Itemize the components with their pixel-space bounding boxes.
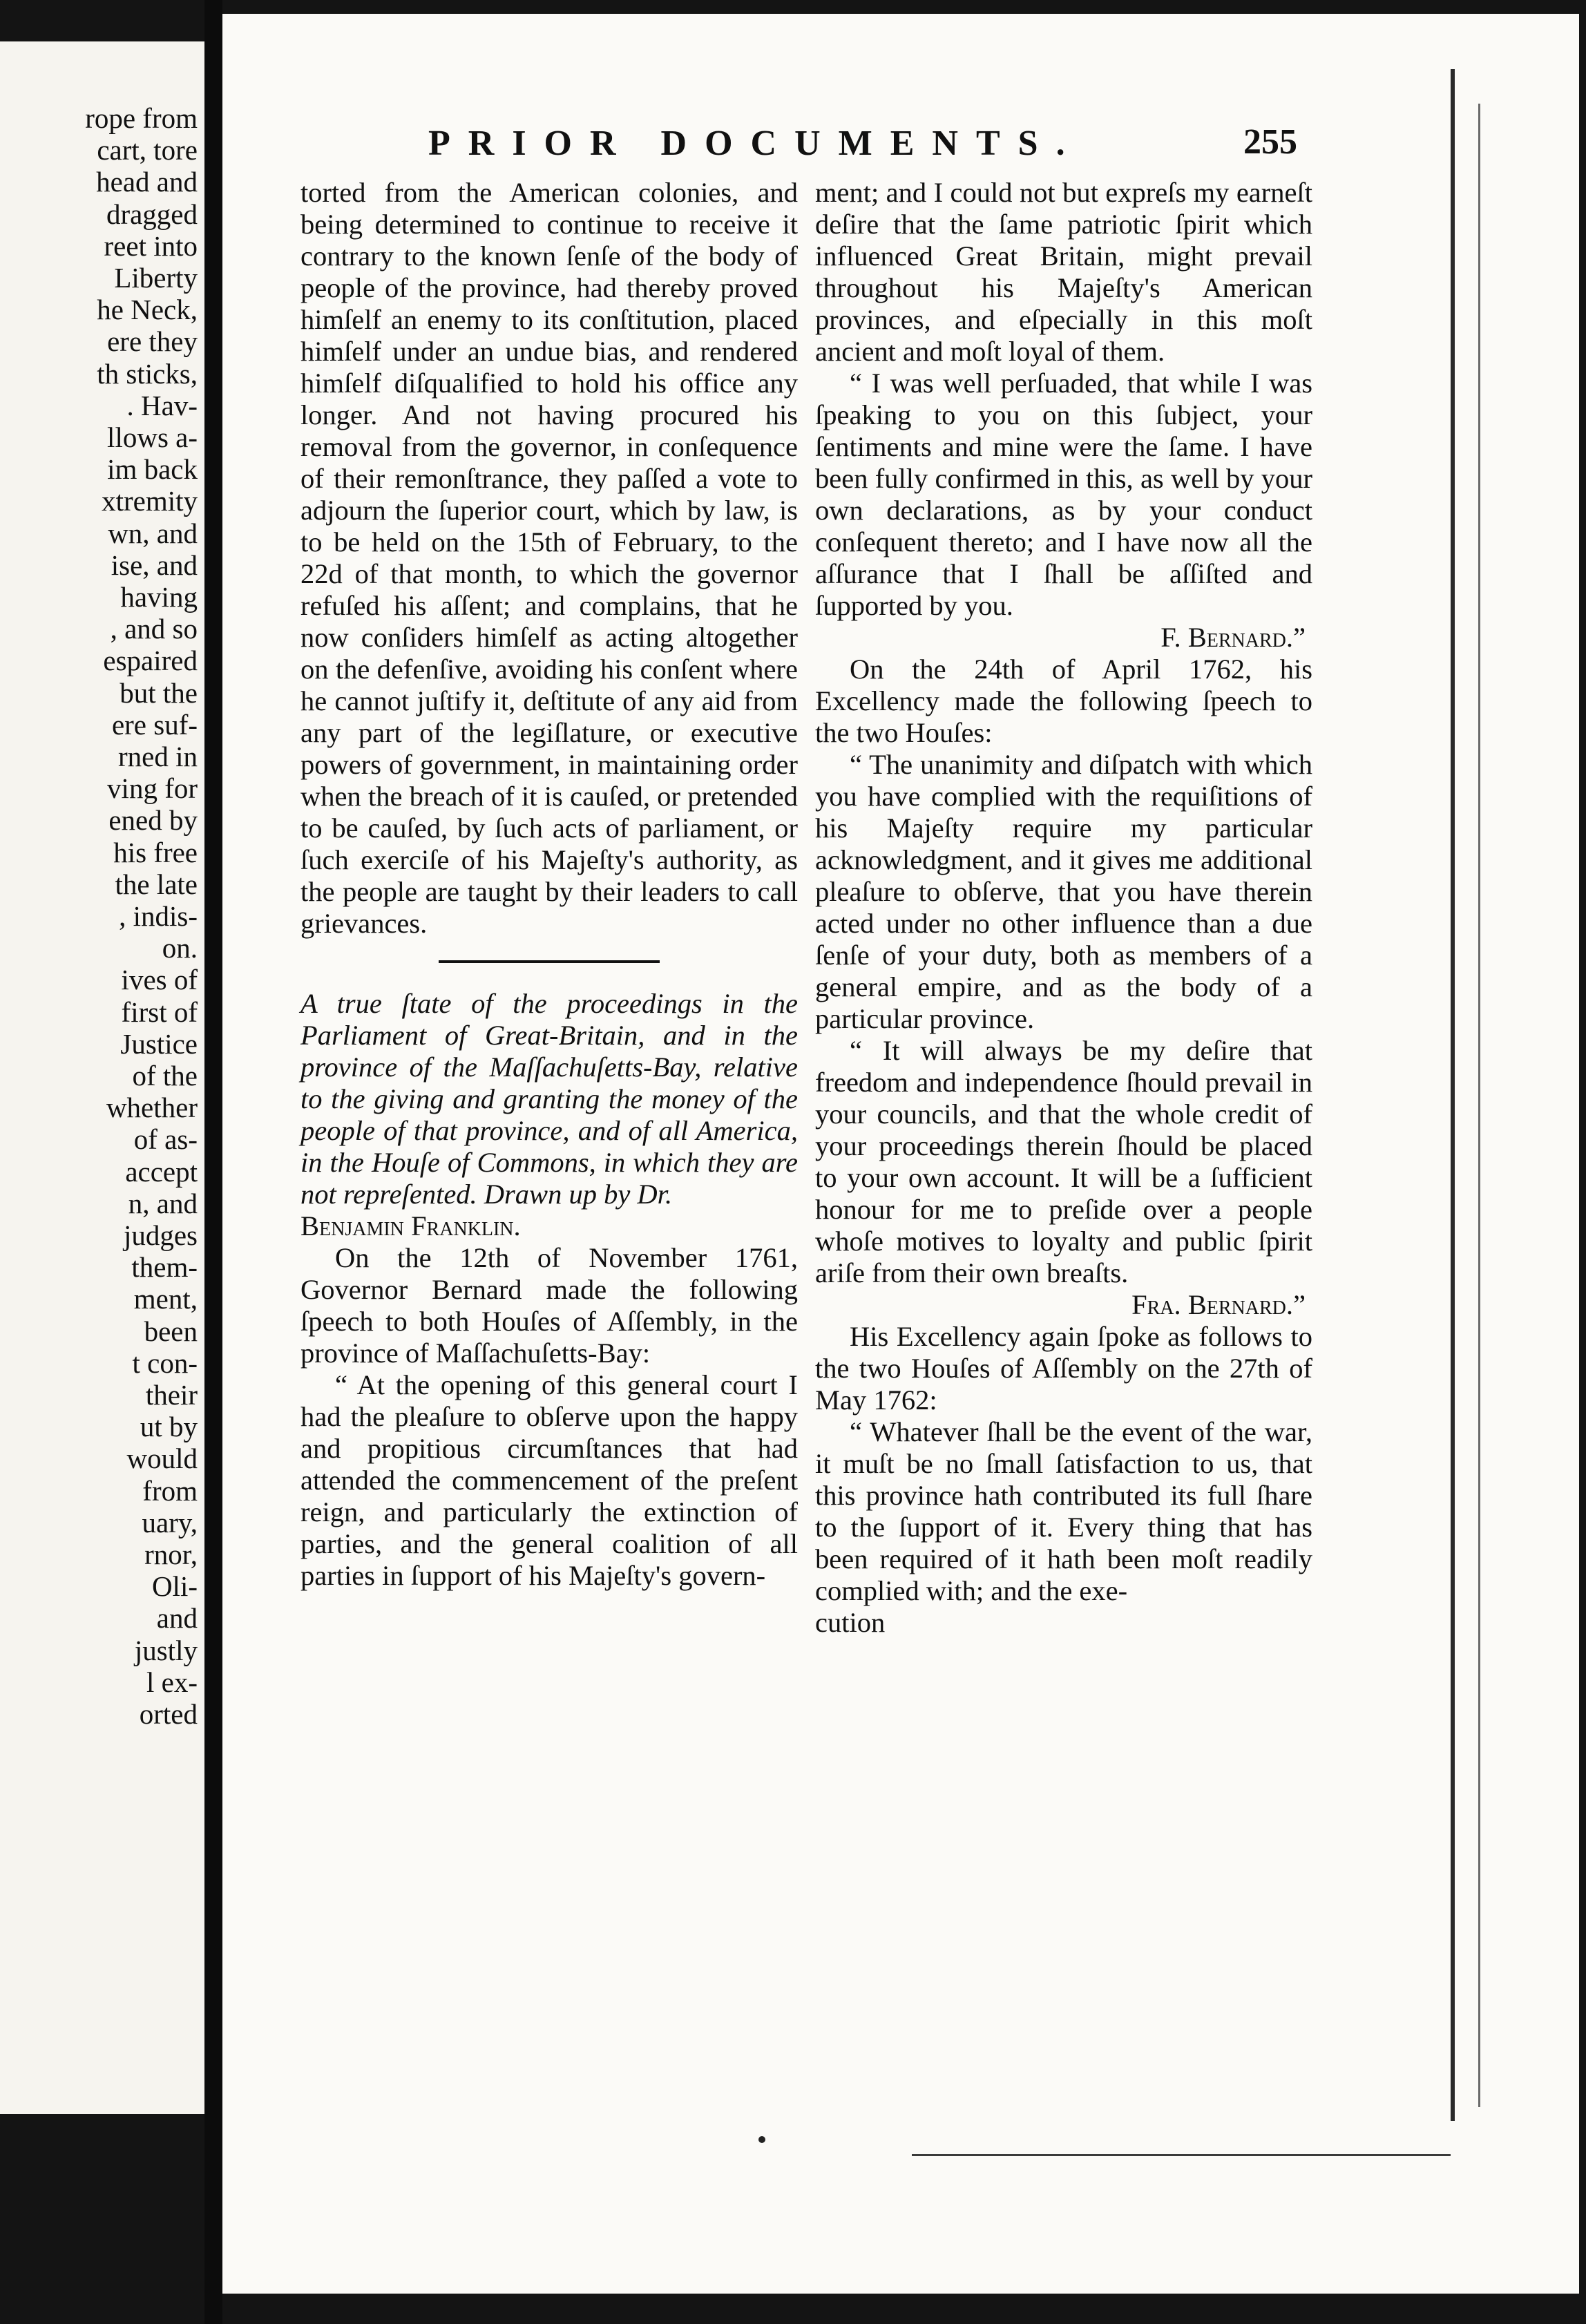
facing-page-line: n, and — [128, 1187, 198, 1219]
right-paragraph-7: “ Whatever ſhall be the event of the war, it muſt be no ſmall ſatisfaction to us, that this province hath contributed its full ſhare to the ſupport of it. Every thing that has been required of it hath been moſt readily complied with; and the exe- — [815, 1416, 1312, 1606]
article-author: Benjamin Franklin. — [300, 1210, 521, 1241]
right-paragraph-5: “ It will always be my deſire that freedom and independence ſhould prevail in your councils, and that the whole credit of your proceedings therein ſhould be placed to your own account. It will be a ſufficient honour for me to preſide over a people whoſe motives to loyalty and public ſpirit ariſe from their own breaſts. — [815, 1035, 1312, 1288]
facing-page-line: , and so — [110, 613, 198, 645]
facing-page-line: head and — [96, 166, 198, 198]
facing-page-line: from — [142, 1474, 198, 1507]
facing-page-line: rned in — [118, 741, 198, 772]
facing-page-line: ise, and — [111, 549, 198, 581]
facing-page-line: dragged — [106, 198, 198, 230]
facing-page-line: orted — [139, 1698, 198, 1730]
facing-page-line: been — [144, 1315, 198, 1347]
right-paragraph-1: ment; and I could not but expreſs my earneſt deſire that the ſame patriotic ſpirit which influenced Great Britain, might prevail throughout his Majeſty's American provinces, and eſpecially in this moſt ancient and moſt loyal of them. — [815, 177, 1312, 367]
facing-page-line: reet into — [104, 229, 198, 262]
book-gutter — [204, 0, 222, 2324]
running-head: PRIOR DOCUMENTS. — [428, 124, 1083, 163]
facing-page-line: them- — [131, 1251, 198, 1284]
facing-page-line: Justice — [120, 1027, 198, 1060]
facing-page-line: rope from — [85, 102, 198, 134]
facing-page-line: ment, — [133, 1283, 198, 1315]
catchword: cution — [815, 1607, 886, 1638]
facing-page-line: his free — [113, 836, 198, 868]
page-edge-line — [1451, 69, 1455, 2121]
facing-page-line: ving for — [107, 772, 198, 805]
facing-page-line: their — [145, 1379, 198, 1411]
facing-page-line: Liberty — [114, 262, 198, 294]
facing-page-line: , indis- — [119, 900, 198, 932]
facing-page-line: the late — [115, 868, 198, 900]
page-number: 255 — [1243, 122, 1297, 162]
left-column — [300, 177, 798, 1592]
right-paragraph-6: His Excellency again ſpoke as follows to the two Houſes of Aſſembly on the 27th of May 1762: — [815, 1321, 1312, 1416]
bottom-edge-line — [912, 2154, 1451, 2156]
facing-page-line: and — [156, 1602, 198, 1635]
facing-page-line: espaired — [103, 645, 198, 677]
right-paragraph-2: “ I was well perſuaded, that while I was ſpeaking to you on this ſubject, your ſentiments and mine were the ſame. I have been fully confirmed in this, as well by your own declarations, as by your conduct conſequent thereto; and I have now all the aſſurance that I ſhall be aſſiſted and ſupported by you. — [815, 368, 1312, 621]
facing-page-line: he Neck, — [97, 294, 198, 326]
facing-page-line: whether — [106, 1092, 198, 1124]
signature-1: F. Bernard.” — [1160, 622, 1306, 653]
article-title — [300, 988, 798, 1242]
left-paragraph-3: “ At the opening of this general court I had the pleaſure to obſerve upon the happy and propitious circumſtances that had attended the commencement of the preſent reign, and particularly the extinction of parties, and the general coalition of all parties in ſupport of his Majeſty's govern- — [300, 1369, 798, 1591]
ink-dot — [758, 2136, 765, 2143]
left-paragraph-1: torted from the American colonies, and being determined to continue to receive it contrary to the known ſenſe of the body of people of the province, had thereby proved himſelf an enemy to its conſtitution, placed himſelf under an undue bias, and rendered himſelf diſqualified to hold his office any longer. And not having procured his removal from the governor, in conſequence of their remonſtrance, they paſſed a vote to adjourn the ſuperior court, which by law, is to be held on the 15th of February, to the 22d of that month, to which the governor refuſed his aſſent; and complains, that he now conſiders himſelf as acting altogether on the defenſive, avoiding his conſent where he cannot juſtify it, deſtitute of any aid from any part of the legiſlature, or executive powers of government, in maintaining order when the breach of it is cauſed, or pretended to be cauſed, by ſuch acts of parliament, or ſuch exerciſe of his Majeſty's authority, as the people are taught by their leaders to call grievances. — [300, 177, 798, 939]
facing-page-line: im back — [107, 453, 198, 486]
facing-page-line: judges — [123, 1219, 198, 1251]
right-paragraph-4: “ The unanimity and diſpatch with which you have complied with the requiſitions of his Majeſty require my particular acknowledgment, and it gives me additional pleaſure to obſerve, that you have therein acted under no other influence than a due ſenſe of your duty, both as members of a general empire, and as the body of a particular province. — [815, 749, 1312, 1034]
facing-page-line: first of — [121, 996, 198, 1028]
facing-page-line: l ex- — [146, 1666, 198, 1698]
facing-page-line: t con- — [132, 1346, 198, 1379]
article-title-text: A true ſtate of the proceedings in the Parliament of Great-Britain, and in the province of the Maſſachuſetts-Bay, relative to the giving and granting the money of the people of that province, and of all America, in the Houſe of Commons, in which they are not repreſented. Drawn up by Dr. — [300, 988, 798, 1210]
facing-page-line: th sticks, — [97, 357, 198, 390]
facing-page-line: accept — [125, 1155, 198, 1188]
facing-page-line: ives of — [121, 964, 198, 996]
facing-page-line: rnor, — [144, 1539, 198, 1570]
facing-page-line: ut by — [140, 1411, 198, 1443]
facing-page-line: wn, and — [108, 517, 198, 549]
facing-page-line: but the — [120, 676, 198, 709]
section-divider — [439, 960, 660, 963]
facing-page-line: ened by — [108, 804, 198, 837]
facing-page-line: on. — [162, 932, 198, 964]
page-edge-line-inner — [1478, 104, 1480, 2107]
left-paragraph-2: On the 12th of November 1761, Governor Bernard made the following ſpeech to both Houſes of Aſſembly, in the province of Maſſachuſetts-Bay: — [300, 1242, 798, 1369]
facing-page-line: cart, tore — [97, 134, 198, 166]
facing-page-line: justly — [134, 1634, 198, 1666]
right-column — [815, 177, 1312, 1639]
facing-page-line: xtremity — [102, 485, 198, 517]
facing-page-line: ere they — [107, 325, 198, 358]
facing-page-line: ere suf- — [111, 708, 198, 741]
facing-page-line: would — [126, 1442, 198, 1475]
facing-page-line: Oli- — [151, 1570, 198, 1603]
facing-page-fragment — [0, 41, 207, 2114]
facing-page-line: llows a- — [107, 421, 198, 453]
signature-2: Fra. Bernard.” — [1131, 1289, 1306, 1320]
facing-page-line: of as- — [133, 1123, 198, 1156]
facing-page-line: having — [120, 581, 198, 613]
facing-page-line: of the — [132, 1060, 198, 1092]
right-paragraph-3: On the 24th of April 1762, his Excellency made the following ſpeech to the two Houſes: — [815, 654, 1312, 748]
facing-page-line: . Hav- — [126, 389, 198, 421]
facing-page-line: uary, — [142, 1506, 198, 1539]
